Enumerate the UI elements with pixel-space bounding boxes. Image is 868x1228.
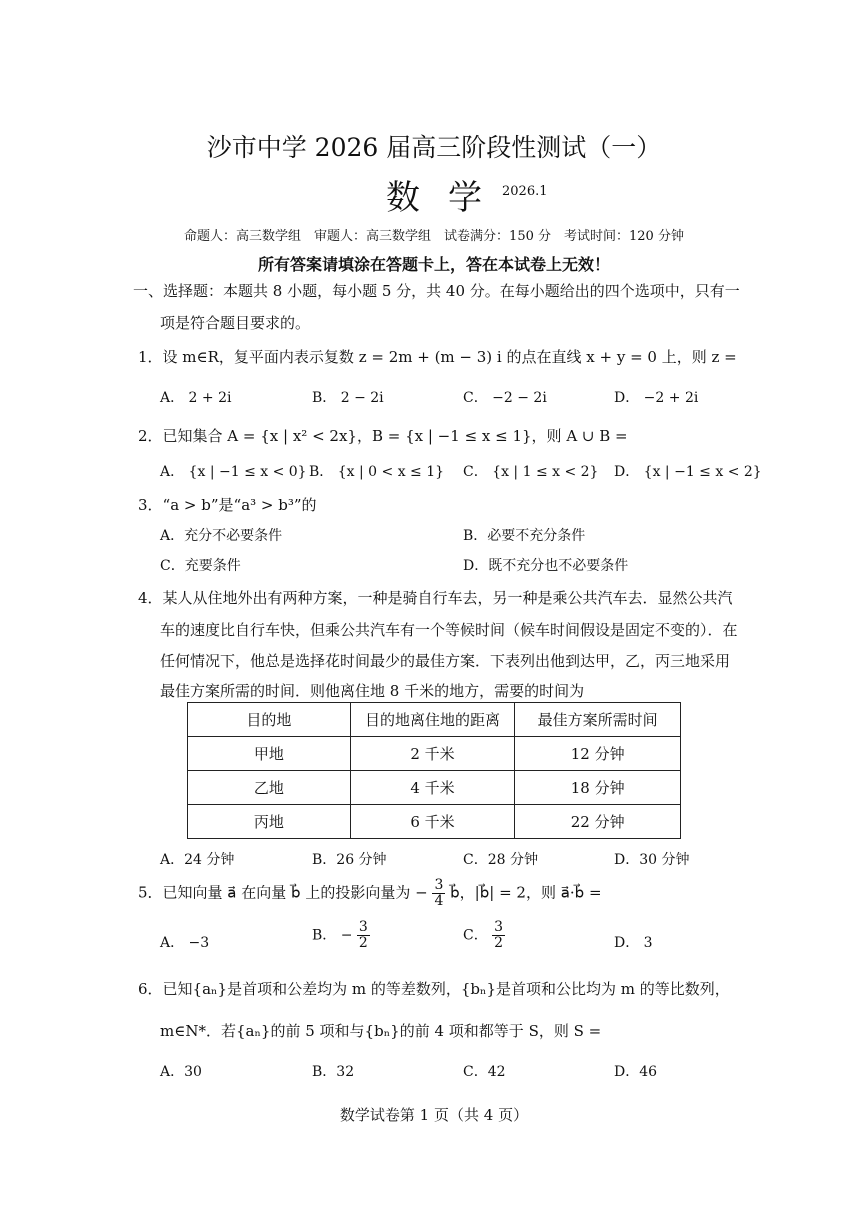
- question-5-stem: [138, 878, 602, 909]
- section-heading-line1: 一、选择题：本题共 8 小题，每小题 5 分，共 40 分。在每小题给出的四个选项中，只有一: [133, 282, 740, 300]
- fraction-numerator: 3: [358, 919, 368, 935]
- option-label: C．: [463, 927, 488, 944]
- fraction: [432, 878, 445, 909]
- question-1-option-d: D． −2 + 2i: [614, 390, 699, 406]
- question-2-option-b: B． {x | 0 < x ≤ 1}: [309, 464, 445, 480]
- table-cell: 22 分钟: [515, 805, 681, 839]
- question-6-option-c: C．42: [463, 1064, 506, 1080]
- table-header-row: [188, 703, 681, 737]
- exam-notice: 所有答案请填涂在答题卡上，答在本试卷上无效！: [257, 255, 610, 274]
- section-heading-line2: 项是符合题目要求的。: [160, 314, 311, 332]
- question-3-option-a: A．充分不必要条件: [160, 528, 283, 544]
- table-row: [188, 771, 681, 805]
- table-cell: 丙地: [188, 805, 351, 839]
- question-4-line2: 车的速度比自行车快，但乘公共汽车有一个等候时间（候车时间假设是固定不变的）．在: [160, 621, 738, 639]
- fraction-denominator: 2: [358, 935, 368, 951]
- fraction-denominator: 2: [494, 935, 504, 951]
- table-cell: 4 千米: [350, 771, 515, 805]
- question-2-option-a: A． {x | −1 ≤ x < 0}: [160, 464, 307, 480]
- table-cell: 6 千米: [350, 805, 515, 839]
- exam-title: 沙市中学 2026 届高三阶段性测试（一）: [206, 133, 662, 162]
- fraction-numerator: 3: [494, 919, 504, 935]
- question-3-option-c: C．充要条件: [160, 558, 241, 574]
- table-row: [188, 737, 681, 771]
- question-2-stem: 2．已知集合 A = {x | x² < 2x}，B = {x | −1 ≤ x ≤ 1}，则 A ∪ B =: [138, 427, 628, 445]
- table-cell: 乙地: [188, 771, 351, 805]
- table-cell: 甲地: [188, 737, 351, 771]
- exam-meta: 命题人：高三数学组 审题人：高三数学组 试卷满分：150 分 考试时间：120 分钟: [184, 229, 684, 244]
- question-4-option-a: A．24 分钟: [160, 852, 235, 868]
- option-label: B． −: [312, 927, 353, 944]
- question-6-option-d: D．46: [614, 1064, 658, 1080]
- question-3-stem: 3．“a > b”是“a³ > b³”的: [138, 496, 317, 514]
- question-6-option-b: B．32: [312, 1064, 355, 1080]
- question-4-line4: 最佳方案所需的时间．则他离住地 8 千米的地方，需要的时间为: [160, 682, 585, 700]
- question-4-line1: 4．某人从住地外出有两种方案，一种是骑自行车去，另一种是乘公共汽车去．显然公共汽: [138, 589, 733, 607]
- question-6-line2: m∈N*．若{aₙ}的前 5 项和与{bₙ}的前 4 项和都等于 S，则 S =: [160, 1022, 602, 1040]
- question-5-option-a: A． −3: [160, 935, 210, 951]
- question-5-option-d: D． 3: [614, 935, 653, 951]
- table-cell: 2 千米: [350, 737, 515, 771]
- question-4-line3: 任何情况下，他总是选择花时间最少的最佳方案．下表列出他到达甲，乙，丙三地采用: [160, 652, 731, 670]
- table-cell: 12 分钟: [515, 737, 681, 771]
- fraction: [357, 920, 370, 951]
- page-footer: 数学试卷第 1 页（共 4 页）: [339, 1106, 529, 1124]
- question-1-stem: 1．设 m∈R，复平面内表示复数 z = 2m + (m − 3) i 的点在直线 x + y = 0 上，则 z =: [138, 348, 737, 366]
- question-4-table: [187, 702, 681, 839]
- question-1-option-b: B． 2 − 2i: [312, 390, 384, 406]
- question-4-option-d: D．30 分钟: [614, 852, 690, 868]
- question-4-option-b: B．26 分钟: [312, 852, 387, 868]
- question-2-option-d: D． {x | −1 ≤ x < 2}: [614, 464, 762, 480]
- table-header-cell: 目的地: [188, 703, 351, 737]
- fraction: [492, 920, 505, 951]
- table-cell: 18 分钟: [515, 771, 681, 805]
- question-1-option-a: A． 2 + 2i: [160, 390, 232, 406]
- table-row: [188, 805, 681, 839]
- subject-title: 数学: [386, 178, 510, 218]
- fraction-denominator: 4: [434, 893, 444, 909]
- question-2-option-c: C． {x | 1 ≤ x < 2}: [463, 464, 599, 480]
- table-header-cell: 最佳方案所需时间: [515, 703, 681, 737]
- exam-date: 2026.1: [502, 184, 548, 199]
- question-5-stem-part1: 5．已知向量 a⃗ 在向量 b⃗ 上的投影向量为 −: [138, 883, 428, 902]
- question-5-option-b: [312, 920, 370, 951]
- question-3-option-b: B．必要不充分条件: [463, 528, 586, 544]
- table-header-cell: 目的地离住地的距离: [350, 703, 515, 737]
- question-6-line1: 6．已知{aₙ}是首项和公差均为 m 的等差数列，{bₙ}是首项和公比均为 m 的等比数列，: [138, 980, 730, 998]
- question-5-stem-part2: b⃗，|b⃗| = 2，则 a⃗·b⃗ =: [450, 883, 602, 902]
- question-6-option-a: A．30: [160, 1064, 202, 1080]
- question-1-option-c: C． −2 − 2i: [463, 390, 547, 406]
- question-4-option-c: C．28 分钟: [463, 852, 538, 868]
- fraction-numerator: 3: [434, 877, 444, 893]
- question-5-option-c: [463, 920, 505, 951]
- question-3-option-d: D．既不充分也不必要条件: [463, 558, 629, 574]
